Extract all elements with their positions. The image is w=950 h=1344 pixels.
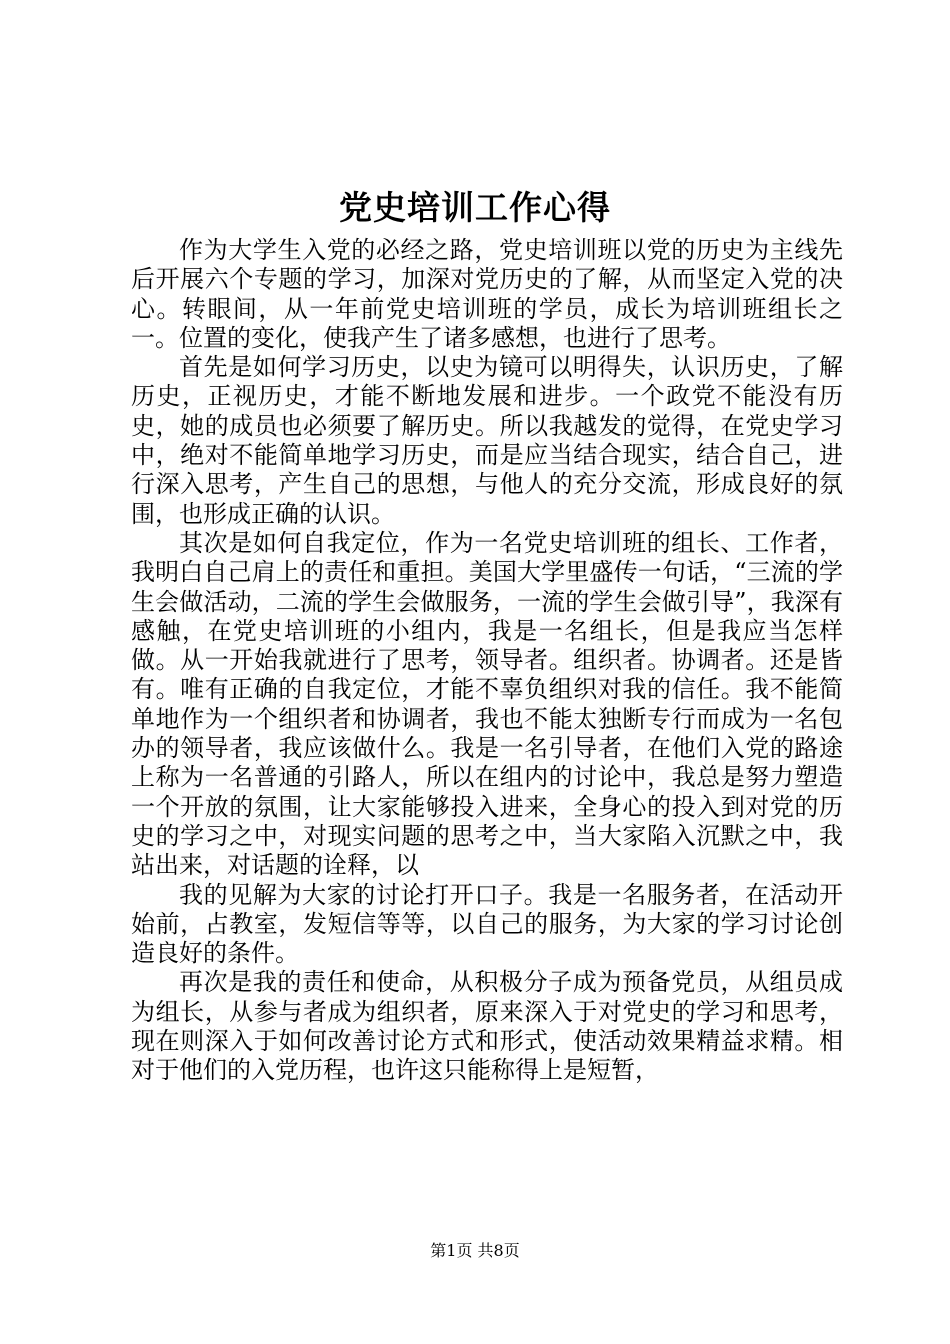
page-number-footer: 第1页 共8页	[430, 1241, 520, 1260]
document-body	[131, 236, 843, 1086]
paragraph-2: 首先是如何学习历史，以史为镜可以明得失，认识历史，了解历史，正视历史，才能不断地发展和进步。一个政党不能没有历史，她的成员也必须要了解历史。所以我越发的觉得，在党史学习中，绝对不能简单地学习历史，而是应当结合现实，结合自己，进行深入思考，产生自己的思想，与他人的充分交流，形成良好的氛围，也形成正确的认识。	[131, 353, 843, 528]
paragraph-1: 作为大学生入党的必经之路，党史培训班以党的历史为主线先后开展六个专题的学习，加深对党历史的了解，从而坚定入党的决心。转眼间，从一年前党史培训班的学员，成长为培训班组长之一。位置的变化，使我产生了诸多感想，也进行了思考。	[131, 236, 843, 352]
document-title: 党史培训工作心得	[339, 188, 611, 227]
paragraph-3: 其次是如何自我定位，作为一名党史培训班的组长、工作者，我明白自己肩上的责任和重担。美国大学里盛传一句话，“三流的学生会做活动，二流的学生会做服务，一流的学生会做引导”，我深有感触，在党史培训班的小组内，我是一名组长，但是我应当怎样做。从一开始我就进行了思考，领导者。组织者。协调者。还是皆有。唯有正确的自我定位，才能不辜负组织对我的信任。我不能简单地作为一个组织者和协调者，我也不能太独断专行而成为一名包办的领导者，我应该做什么。我是一名引导者，在他们入党的路途上称为一名普通的引路人，所以在组内的讨论中，我总是努力塑造一个开放的氛围，让大家能够投入进来，全身心的投入到对党的历史的学习之中，对现实问题的思考之中，当大家陷入沉默之中，我站出来，对话题的诠释，以	[131, 528, 843, 880]
paragraph-5: 再次是我的责任和使命，从积极分子成为预备党员，从组员成为组长，从参与者成为组织者，原来深入于对党史的学习和思考，现在则深入于如何改善讨论方式和形式，使活动效果精益求精。相对于他们的入党历程，也许这只能称得上是短暂，	[131, 968, 843, 1085]
paragraph-4: 我的见解为大家的讨论打开口子。我是一名服务者，在活动开始前，占教室，发短信等等，以自己的服务，为大家的学习讨论创造良好的条件。	[131, 880, 843, 968]
